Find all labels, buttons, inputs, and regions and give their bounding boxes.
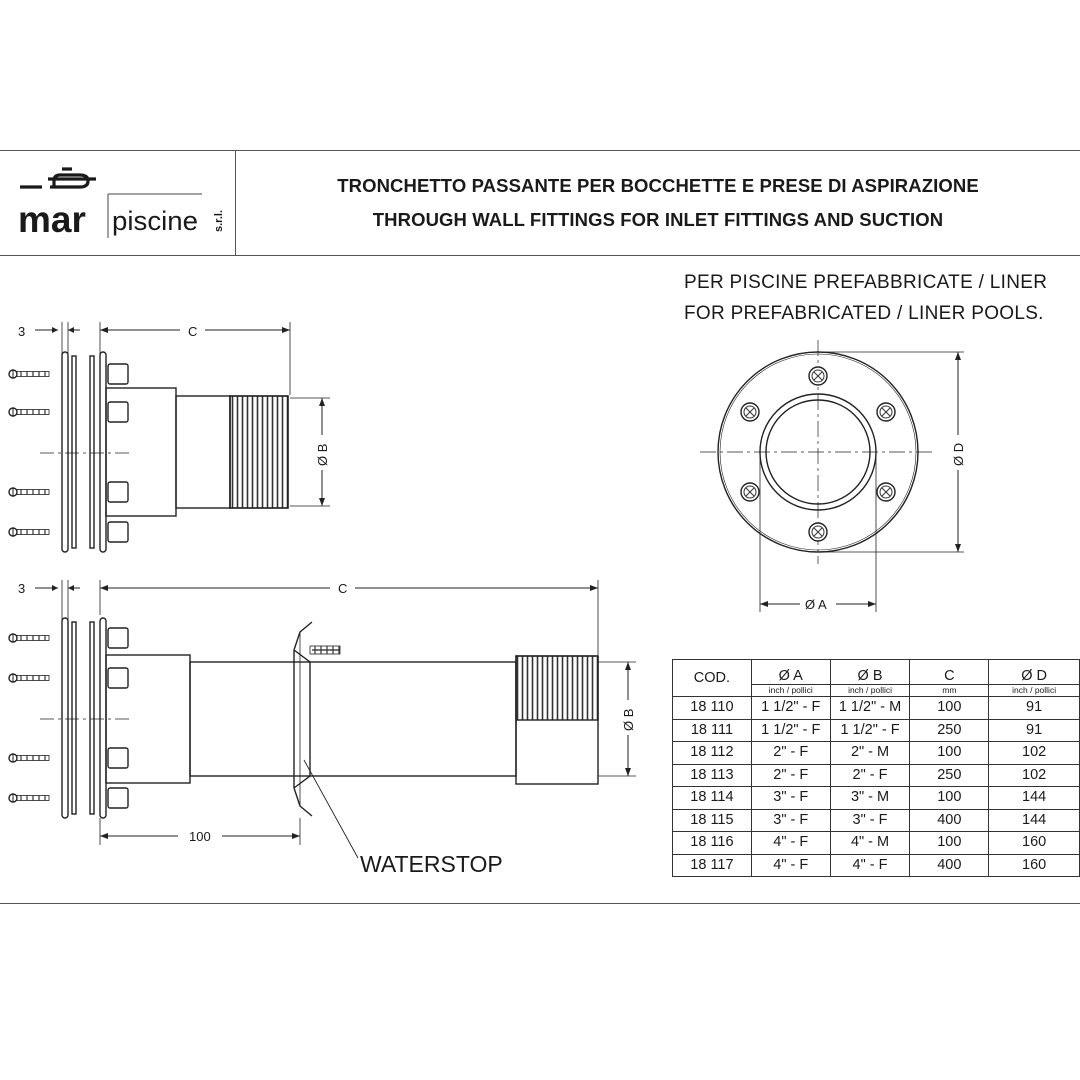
cell-b: 4" - F: [830, 854, 910, 877]
cell-a: 4" - F: [751, 854, 830, 877]
title-english: THROUGH WALL FITTINGS FOR INLET FITTINGS AND SUCTION: [372, 209, 944, 230]
cell-a: 1 1/2" - F: [751, 697, 830, 720]
cell-d: 160: [989, 854, 1080, 877]
cell-code: 18 116: [673, 832, 752, 855]
cell-c: 400: [910, 809, 989, 832]
cell-code: 18 112: [673, 742, 752, 765]
top-dim-diameter: Ø B: [315, 443, 330, 466]
cell-b: 2" - M: [830, 742, 910, 765]
front-view-flange: [700, 340, 964, 612]
col-header-a: Ø A: [751, 660, 830, 685]
cell-code: 18 114: [673, 787, 752, 810]
cell-d: 160: [989, 832, 1080, 855]
table-row: [673, 742, 1080, 765]
cell-c: 100: [910, 742, 989, 765]
cell-a: 4" - F: [751, 832, 830, 855]
table-row: [673, 832, 1080, 855]
cell-c: 250: [910, 764, 989, 787]
table-row: [673, 854, 1080, 877]
cell-c: 100: [910, 787, 989, 810]
logo-brand-sub: piscine: [112, 206, 198, 236]
cell-a: 1 1/2" - F: [751, 719, 830, 742]
bottom-dim-length: C: [338, 581, 348, 596]
cell-b: 4" - M: [830, 832, 910, 855]
table-header-row: [673, 660, 1080, 685]
cell-d: 102: [989, 742, 1080, 765]
top-dim-flange: 3: [18, 324, 26, 339]
bottom-dim-base: 100: [189, 829, 211, 844]
subtitle-english: FOR PREFABRICATED / LINER POOLS.: [684, 303, 1044, 324]
side-view-top: [9, 322, 330, 552]
subtitle-italian: PER PISCINE PREFABBRICATE / LINER: [684, 272, 1048, 293]
cell-code: 18 111: [673, 719, 752, 742]
cell-code: 18 115: [673, 809, 752, 832]
bottom-dim-diameter: Ø B: [621, 708, 636, 731]
cell-b: 3" - M: [830, 787, 910, 810]
table-row: [673, 764, 1080, 787]
cell-a: 2" - F: [751, 764, 830, 787]
cell-b: 1 1/2" - F: [830, 719, 910, 742]
cell-d: 91: [989, 719, 1080, 742]
cell-a: 3" - F: [751, 809, 830, 832]
col-header-d: Ø D: [989, 660, 1080, 685]
cell-c: 100: [910, 832, 989, 855]
title-italian: TRONCHETTO PASSANTE PER BOCCHETTE E PRESE DI ASPIRAZIONE: [337, 175, 979, 196]
waterstop-callout: WATERSTOP: [360, 851, 503, 877]
table-row: [673, 787, 1080, 810]
col-header-c: C: [910, 660, 989, 685]
cell-d: 144: [989, 787, 1080, 810]
unit-a: inch / pollici: [751, 685, 830, 697]
cell-a: 2" - F: [751, 742, 830, 765]
cell-b: 2" - F: [830, 764, 910, 787]
table-row: [673, 809, 1080, 832]
cell-b: 3" - F: [830, 809, 910, 832]
cell-code: 18 117: [673, 854, 752, 877]
bottom-dim-flange: 3: [18, 581, 26, 596]
logo-brand-suffix: s.r.l.: [213, 209, 225, 232]
cell-c: 100: [910, 697, 989, 720]
cell-c: 250: [910, 719, 989, 742]
unit-b: inch / pollici: [830, 685, 910, 697]
cell-c: 400: [910, 854, 989, 877]
unit-c: mm: [910, 685, 989, 697]
cell-d: 144: [989, 809, 1080, 832]
spec-table: [672, 659, 1080, 877]
side-view-bottom: [9, 580, 636, 858]
cell-b: 1 1/2" - M: [830, 697, 910, 720]
logo-brand-main: mar: [18, 199, 86, 240]
col-header-b: Ø B: [830, 660, 910, 685]
table-row: [673, 719, 1080, 742]
front-dim-outer: Ø D: [951, 442, 966, 466]
cell-code: 18 113: [673, 764, 752, 787]
cell-d: 102: [989, 764, 1080, 787]
cell-a: 3" - F: [751, 787, 830, 810]
table-row: [673, 697, 1080, 720]
cell-d: 91: [989, 697, 1080, 720]
front-dim-inner: Ø A: [805, 597, 827, 612]
unit-d: inch / pollici: [989, 685, 1080, 697]
col-header-cod: COD.: [673, 660, 752, 697]
cell-code: 18 110: [673, 697, 752, 720]
top-dim-length: C: [188, 324, 198, 339]
